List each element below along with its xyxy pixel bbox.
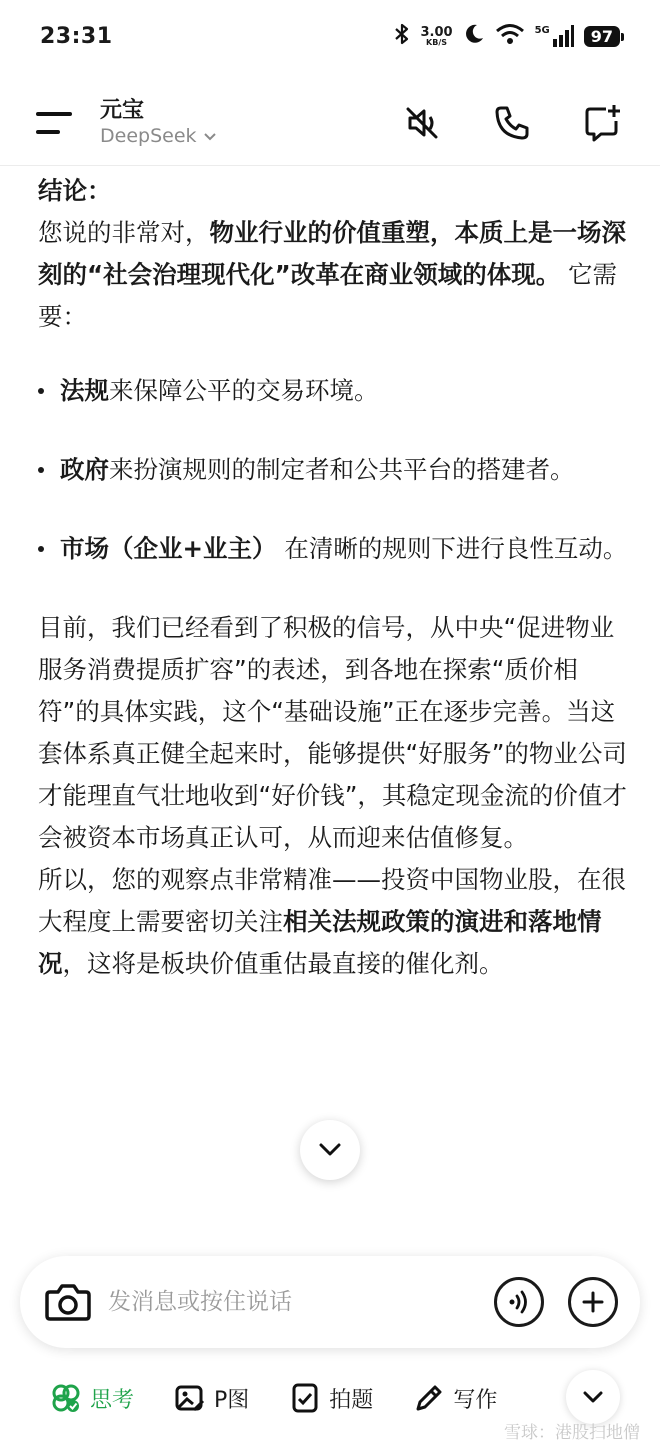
message-composer — [20, 1256, 640, 1348]
menu-line — [36, 112, 72, 116]
chevron-down-icon — [203, 125, 217, 147]
text-run: 它需要： — [38, 260, 617, 331]
new-chat-icon — [582, 103, 622, 143]
wifi-icon — [495, 23, 525, 49]
network-label: 5G — [534, 25, 550, 36]
phone-icon — [492, 103, 532, 143]
net-speed-unit: KB/S — [426, 37, 448, 47]
tool-scan-question[interactable] — [289, 1382, 373, 1414]
tool-label: P图 — [214, 1387, 250, 1413]
message-input[interactable] — [108, 1289, 472, 1315]
paragraph — [38, 212, 628, 338]
menu-button[interactable] — [36, 108, 76, 138]
call-button[interactable] — [490, 101, 534, 145]
paragraph — [38, 607, 628, 859]
title-block — [100, 98, 217, 146]
scroll-to-bottom-button[interactable] — [300, 1120, 360, 1180]
status-bar — [0, 0, 660, 72]
text-run: 您说的非常对， — [38, 218, 210, 247]
text-run: 来扮演规则的制定者和公共平台的搭建者。 — [109, 455, 575, 484]
bold-text: 相关法规政策的演进和落地情况 — [38, 907, 602, 978]
add-attachment-button[interactable] — [568, 1277, 618, 1327]
status-time: 23:31 — [40, 23, 113, 49]
mute-voice-button[interactable] — [400, 101, 444, 145]
moon-icon — [463, 23, 485, 49]
bold-text: 法规 — [60, 376, 109, 405]
tool-label: 写作 — [453, 1387, 498, 1413]
think-icon — [50, 1382, 82, 1414]
header-actions — [400, 101, 624, 145]
bold-text: 市场（企业+业主） — [60, 534, 277, 563]
camera-button[interactable] — [42, 1276, 94, 1328]
tool-label: 拍题 — [329, 1387, 374, 1413]
menu-line — [36, 130, 60, 134]
tool-p-image[interactable] — [174, 1382, 249, 1414]
speaker-muted-icon — [402, 103, 442, 143]
bluetooth-icon — [394, 22, 410, 50]
text-run: 所以，您的观察点非常精准——投资中国物业股，在很大程度上需要密切关注 — [38, 865, 626, 936]
plus-icon — [581, 1290, 605, 1314]
sound-wave-icon — [506, 1289, 532, 1315]
text-run: 来保障公平的交易环境。 — [109, 376, 379, 405]
app-title: 元宝 — [100, 98, 145, 124]
list-item — [38, 449, 628, 491]
pen-icon — [413, 1382, 445, 1414]
assistant-message — [38, 170, 628, 985]
conclusion-heading: 结论： — [38, 176, 112, 205]
chevron-down-icon — [582, 1390, 604, 1404]
list-item — [38, 528, 628, 570]
chevron-down-icon — [318, 1142, 342, 1158]
bold-text: 物业行业的价值重塑，本质上是一场深刻的“社会治理现代化”改革在商业领域的体现。 — [38, 218, 626, 289]
bullet-list — [38, 370, 628, 570]
watermark: 雪球：港股扫地僧 — [504, 1423, 640, 1443]
scan-question-icon — [289, 1382, 321, 1414]
bold-text: 政府 — [60, 455, 109, 484]
more-tools-button[interactable] — [566, 1370, 620, 1424]
new-chat-button[interactable] — [580, 101, 624, 145]
net-speed-value: 3.00 — [420, 24, 453, 40]
tool-label: 思考 — [90, 1387, 135, 1413]
paragraph — [38, 859, 628, 985]
net-speed — [420, 26, 452, 47]
model-name: DeepSeek — [100, 124, 197, 147]
signal-icon — [535, 25, 574, 47]
list-item — [38, 370, 628, 412]
voice-call-button[interactable] — [494, 1277, 544, 1327]
image-edit-icon — [174, 1382, 206, 1414]
status-icons — [394, 22, 620, 50]
tool-think[interactable] — [50, 1382, 134, 1414]
tool-writing[interactable] — [413, 1382, 497, 1414]
text-run: 目前，我们已经看到了积极的信号，从中央“促进物业服务消费提质扩容”的表述，到各地在探索“质价相符”的具体实践，这个“基础设施”正在逐步完善。当这套体系真正健全起来时，能够提供“好服务”的物业公司才能理直气壮地收到“好价钱”，其稳定现金流的价值才会被资本市场真正认可，从而迎来估值修复。 — [38, 613, 627, 852]
text-run: 在清晰的规则下进行良性互动。 — [276, 534, 628, 563]
text-run: ，这将是板块价值重估最直接的催化剂。 — [62, 949, 504, 978]
battery-indicator: 97 — [584, 26, 620, 47]
chat-header — [0, 80, 660, 166]
camera-icon — [44, 1280, 92, 1324]
model-selector[interactable] — [100, 125, 217, 147]
